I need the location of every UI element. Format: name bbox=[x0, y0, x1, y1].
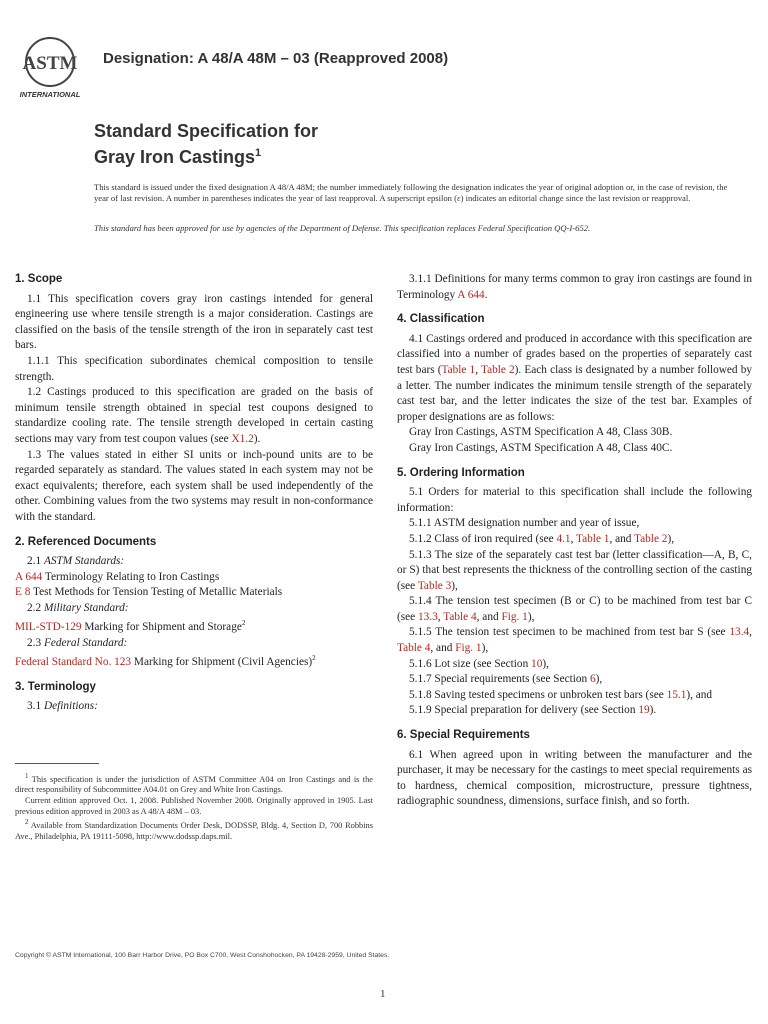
link-a644-terminology[interactable]: A 644 bbox=[457, 288, 485, 301]
reference-e8: E 8 Test Methods for Tension Testing of Metallic Materials bbox=[15, 586, 283, 599]
link-13-4[interactable]: 13.4 bbox=[729, 626, 750, 639]
link-fig-1[interactable]: Fig. 1 bbox=[455, 642, 482, 655]
reference-a644: A 644 Terminology Relating to Iron Castings bbox=[15, 570, 220, 583]
link-15-1[interactable]: 15.1 bbox=[666, 688, 687, 701]
paragraph-1-2: 1.2 Castings produced to this specification are graded on the basis of minimum tensile strength obtained in special test coupons designed to standardize cooling rate. The tensile strength developed in certain casting sections may vary from test coupon values (see X1.2). bbox=[15, 386, 373, 445]
title-footnote-marker: 1 bbox=[255, 147, 262, 159]
subheading-military-standard: 2.2 Military Standard: bbox=[27, 601, 129, 614]
paragraph-5-1-2: 5.1.2 Class of iron required (see 4.1, Table 1, and Table 2), bbox=[409, 532, 675, 545]
link-a644[interactable]: A 644 bbox=[15, 570, 43, 583]
paragraph-1-3: 1.3 The values stated in either SI units or inch-pound units are to be regarded separately as standard. The values stated in each system may not be exact equivalents; therefore, each system shall be used independently of the other. Combining values from the two systems may result in non-conformance with the standard. bbox=[15, 448, 373, 523]
paragraph-5-1-9: 5.1.9 Special preparation for delivery (see Section 19). bbox=[409, 704, 657, 717]
link-table-1[interactable]: Table 1 bbox=[576, 532, 610, 545]
designation-example-2: Gray Iron Castings, ASTM Specification A 48, Class 40C. bbox=[409, 441, 673, 454]
subheading-astm-standards: 2.1 ASTM Standards: bbox=[27, 555, 125, 568]
paragraph-6-1: 6.1 When agreed upon in writing between the manufacturer and the purchaser, it may be necessary for the castings to meet special requirements as to hardness, chemical composition, microstructure, pressure tightness, radiographic soundness, dimensions, surface finish, and so forth. bbox=[397, 748, 752, 808]
paragraph-5-1: 5.1 Orders for material to this specification shall include the following information: bbox=[397, 486, 752, 514]
section-heading-scope: 1. Scope bbox=[15, 273, 63, 285]
paragraph-5-1-1: 5.1.1 ASTM designation number and year of issue, bbox=[409, 517, 640, 530]
document-title bbox=[94, 120, 318, 168]
link-table-1[interactable]: Table 1 bbox=[441, 363, 476, 376]
dod-approval-notice: This standard has been approved for use by agencies of the Department of Defense. This specification replaces Federal Specification QQ-I-652. bbox=[94, 223, 591, 233]
link-table-2[interactable]: Table 2 bbox=[634, 532, 668, 545]
link-mil-std-129[interactable]: MIL-STD-129 bbox=[15, 621, 82, 634]
link-table-2[interactable]: Table 2 bbox=[480, 363, 515, 376]
page-number: 1 bbox=[380, 988, 386, 1000]
section-heading-terminology: 3. Terminology bbox=[15, 680, 96, 693]
section-heading-special-requirements: 6. Special Requirements bbox=[397, 729, 530, 742]
reference-mil-std-129: MIL-STD-129 Marking for Shipment and Storage$^2$ bbox=[15, 619, 246, 634]
footnotes bbox=[15, 771, 373, 842]
reference-fed-std-123: Federal Standard No. 123 Marking for Shipment (Civil Agencies)$^2$ bbox=[15, 654, 316, 669]
copyright-line: Copyright © ASTM International, 100 Barr Harbor Drive, PO Box C700, West Conshohocken, PA 19428-2959, United States. bbox=[15, 952, 390, 959]
paragraph-5-1-7: 5.1.7 Special requirements (see Section 6), bbox=[409, 673, 603, 686]
title-line-1: Standard Specification for bbox=[94, 121, 319, 141]
link-x1-2[interactable]: X1.2 bbox=[231, 432, 254, 445]
footnote-2: $^2$ Available from Standardization Documents Order Desk, DODSSP, Bldg. 4, Section D, 700 Robbins Ave., Philadelphia, PA 19111-5098, http://www.dodssp.daps.mil. bbox=[15, 818, 373, 841]
logo-bottom-text: INTERNATIONAL bbox=[19, 90, 81, 99]
designation-example-1: Gray Iron Castings, ASTM Specification A 48, Class 30B. bbox=[409, 426, 673, 439]
subheading-federal-standard: 2.3 Federal Standard: bbox=[27, 636, 128, 649]
paragraph-5-1-3: 5.1.3 The size of the separately cast test bar (letter classification—A, B, C, or S) that best represents the thickness of the controlling section of the casting (see Table 3), bbox=[397, 548, 752, 592]
link-e8[interactable]: E 8 bbox=[15, 586, 31, 599]
link-table-4[interactable]: Table 4 bbox=[443, 610, 477, 623]
section-heading-referenced-documents: 2. Referenced Documents bbox=[15, 535, 157, 548]
paragraph-1-1-1: 1.1.1 This specification subordinates chemical composition to tensile strength. bbox=[15, 354, 373, 383]
link-13-3[interactable]: 13.3 bbox=[418, 610, 438, 623]
logo-top-text: ASTM bbox=[22, 53, 78, 74]
paragraph-4-1: 4.1 Castings ordered and produced in accordance with this specification are classified into a number of grades based on the properties of separately cast test bars (Table 1, Table 2). Each class is designated by a number followed by a letter. The number indicates the minimum tensile strength of the separately cast test bar, and the letter indicates the size of the test bar. Examples of proper designations are as follows: bbox=[397, 332, 752, 423]
link-fig-1[interactable]: Fig. 1 bbox=[501, 610, 528, 623]
right-column bbox=[397, 272, 752, 810]
link-table-4[interactable]: Table 4 bbox=[397, 642, 431, 655]
paragraph-5-1-6: 5.1.6 Lot size (see Section 10), bbox=[409, 657, 549, 670]
paragraph-5-1-4: 5.1.4 The tension test specimen (B or C) to be machined from test bar C (see 13.3, Table 4, and Fig. 1), bbox=[397, 595, 752, 623]
link-section-10[interactable]: 10 bbox=[531, 657, 543, 670]
paragraph-3-1: 3.1 Definitions: bbox=[27, 700, 98, 713]
link-fed-std-123[interactable]: Federal Standard No. 123 bbox=[15, 656, 132, 669]
footnote-rule bbox=[15, 763, 99, 764]
link-section-19[interactable]: 19 bbox=[638, 704, 650, 717]
section-heading-ordering-information: 5. Ordering Information bbox=[397, 466, 525, 479]
astm-logo bbox=[14, 36, 92, 100]
issuance-notice: This standard is issued under the fixed designation A 48/A 48M; the number immediately following the designation indicates the year of original adoption or, in the case of revision, the year of last revision. A number in parentheses indicates the year of last reapproval. A superscript epsilon (ε) indicates an editorial change since the last revision or reapproval. bbox=[94, 182, 728, 203]
designation: Designation: A 48/A 48M – 03 (Reapproved 2008) bbox=[103, 50, 449, 67]
title-line-2: Gray Iron Castings$^1$ bbox=[94, 147, 262, 167]
paragraph-1-1: 1.1 This specification covers gray iron castings intended for general engineering use where tensile strength is a major consideration. Castings are classified on the basis of the tensile strength of the iron in separately cast test bars. bbox=[15, 292, 373, 352]
footnote-1: $^1$ This specification is under the jurisdiction of ASTM Committee A04 on Iron Castings and is the direct responsibility of Subcommittee A04.01 on Grey and White Iron Castings. bbox=[15, 772, 373, 795]
paragraph-5-1-8: 5.1.8 Saving tested specimens or unbroken test bars (see 15.1), and bbox=[409, 688, 713, 701]
link-section-6[interactable]: 6 bbox=[590, 673, 596, 686]
section-heading-classification: 4. Classification bbox=[397, 313, 485, 326]
footnote-1-edition: Current edition approved Oct. 1, 2008. Published November 2008. Originally approved in 1905. Last previous edition approved in 2003 as A 48/A 48M – 03. bbox=[15, 795, 373, 816]
link-table-3[interactable]: Table 3 bbox=[417, 579, 452, 592]
link-4-1[interactable]: 4.1 bbox=[556, 532, 571, 545]
paragraph-5-1-5: 5.1.5 The tension test specimen to be machined from test bar S (see 13.4, Table 4, and Fig. 1), bbox=[397, 626, 752, 655]
left-column bbox=[15, 272, 373, 715]
paragraph-3-1-1: 3.1.1 Definitions for many terms common to gray iron castings are found in Terminology A 644. bbox=[397, 273, 752, 301]
